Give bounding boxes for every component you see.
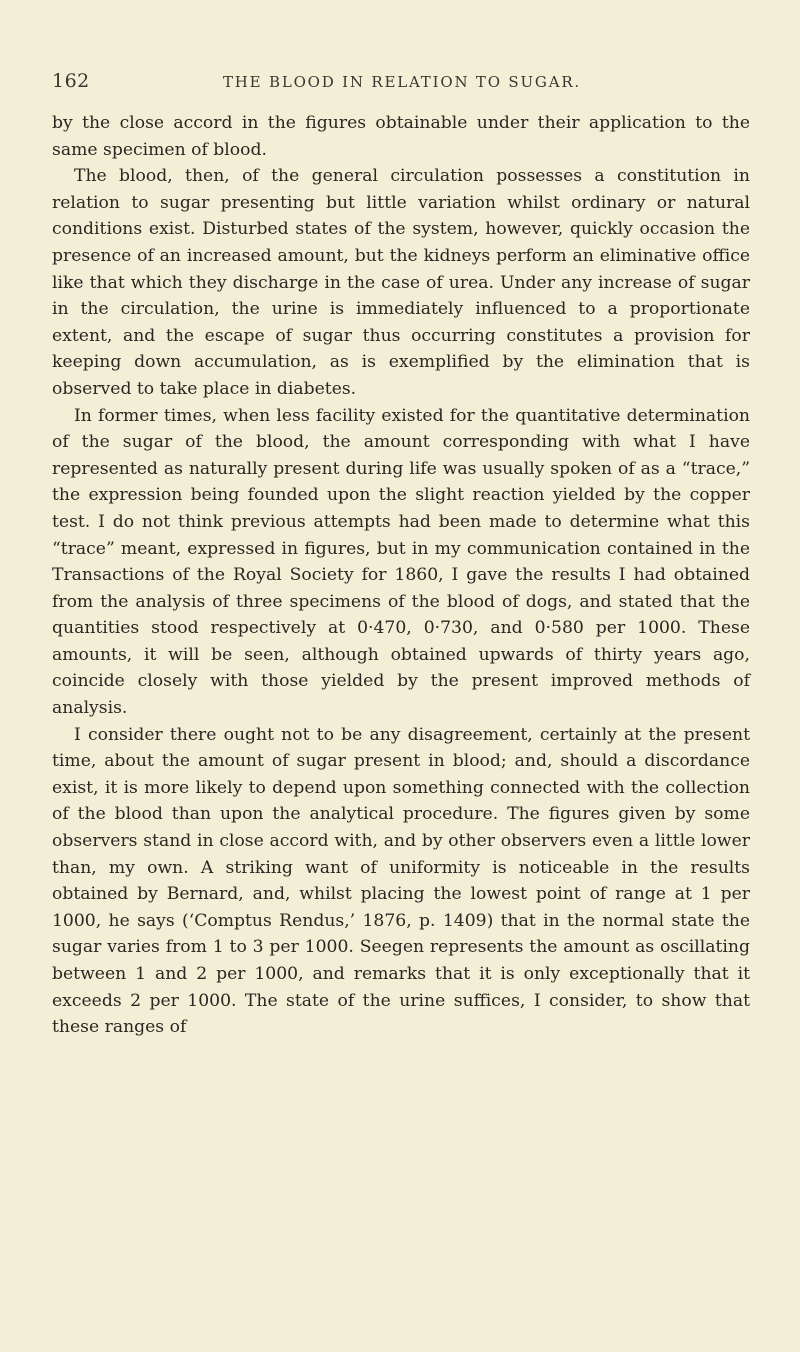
paragraph-blood-constitution: The blood, then, of the general circulation possesses a constitution in relation to sugar presenting but little variation whilst ordinary or natural conditions exist. Disturbed states of the system, however, quickly occasion the presence of an increased amount, but the kidneys perform an eliminative office like that which they discharge in the case of urea. Under any increase of sugar in the circulation, the urine is immediately influenced to a proportionate extent, and the escape of sugar thus occurring constitutes a provision for keeping down accumulation, as is exemplified by the elimination that is observed to take place in diabetes. [52, 166, 750, 399]
body-text [52, 110, 750, 1041]
paragraph-continuation: by the close accord in the figures obtainable under their application to the same specimen of blood. [52, 113, 750, 160]
page-number: 162 [52, 70, 90, 92]
paragraph-disagreement: I consider there ought not to be any disagreement, certainly at the present time, about the amount of sugar present in blood; and, should a discordance exist, it is more likely to depend upon something connected with the collection of the blood than upon the analytical procedure. The figures given by some observers stand in close accord with, and by other observers even a little lower than, my own. A striking want of uniformity is noticeable in the results obtained by Bernard, and, whilst placing the lowest point of range at 1 per 1000, he says (‘Comptus Rendus,’ 1876, p. 1409) that in the normal state the sugar varies from 1 to 3 per 1000. Seegen represents the amount as oscillating between 1 and 2 per 1000, and remarks that it is only exceptionally that it exceeds 2 per 1000. The state of the urine suffices, I consider, to show that these ranges of [52, 724, 750, 1038]
page-header [52, 70, 752, 96]
paragraph-former-times: In former times, when less facility existed for the quantitative determination of the sugar of the blood, the amount corresponding with what I have represented as naturally present during life was usually spoken of as a “trace,” the expression being founded upon the slight reaction yielded by the copper test. I do not think previous attempts had been made to determine what this “trace” meant, expressed in figures, but in my communication contained in the Transactions of the Royal Society for 1860, I gave the results I had obtained from the analysis of three specimens of the blood of dogs, and stated that the quantities stood respectively at 0·470, 0·730, and 0·580 per 1000. These amounts, it will be seen, although obtained upwards of thirty years ago, coincide closely with those yielded by the present improved methods of analysis. [52, 405, 750, 719]
running-title: THE BLOOD IN RELATION TO SUGAR. [223, 73, 581, 91]
